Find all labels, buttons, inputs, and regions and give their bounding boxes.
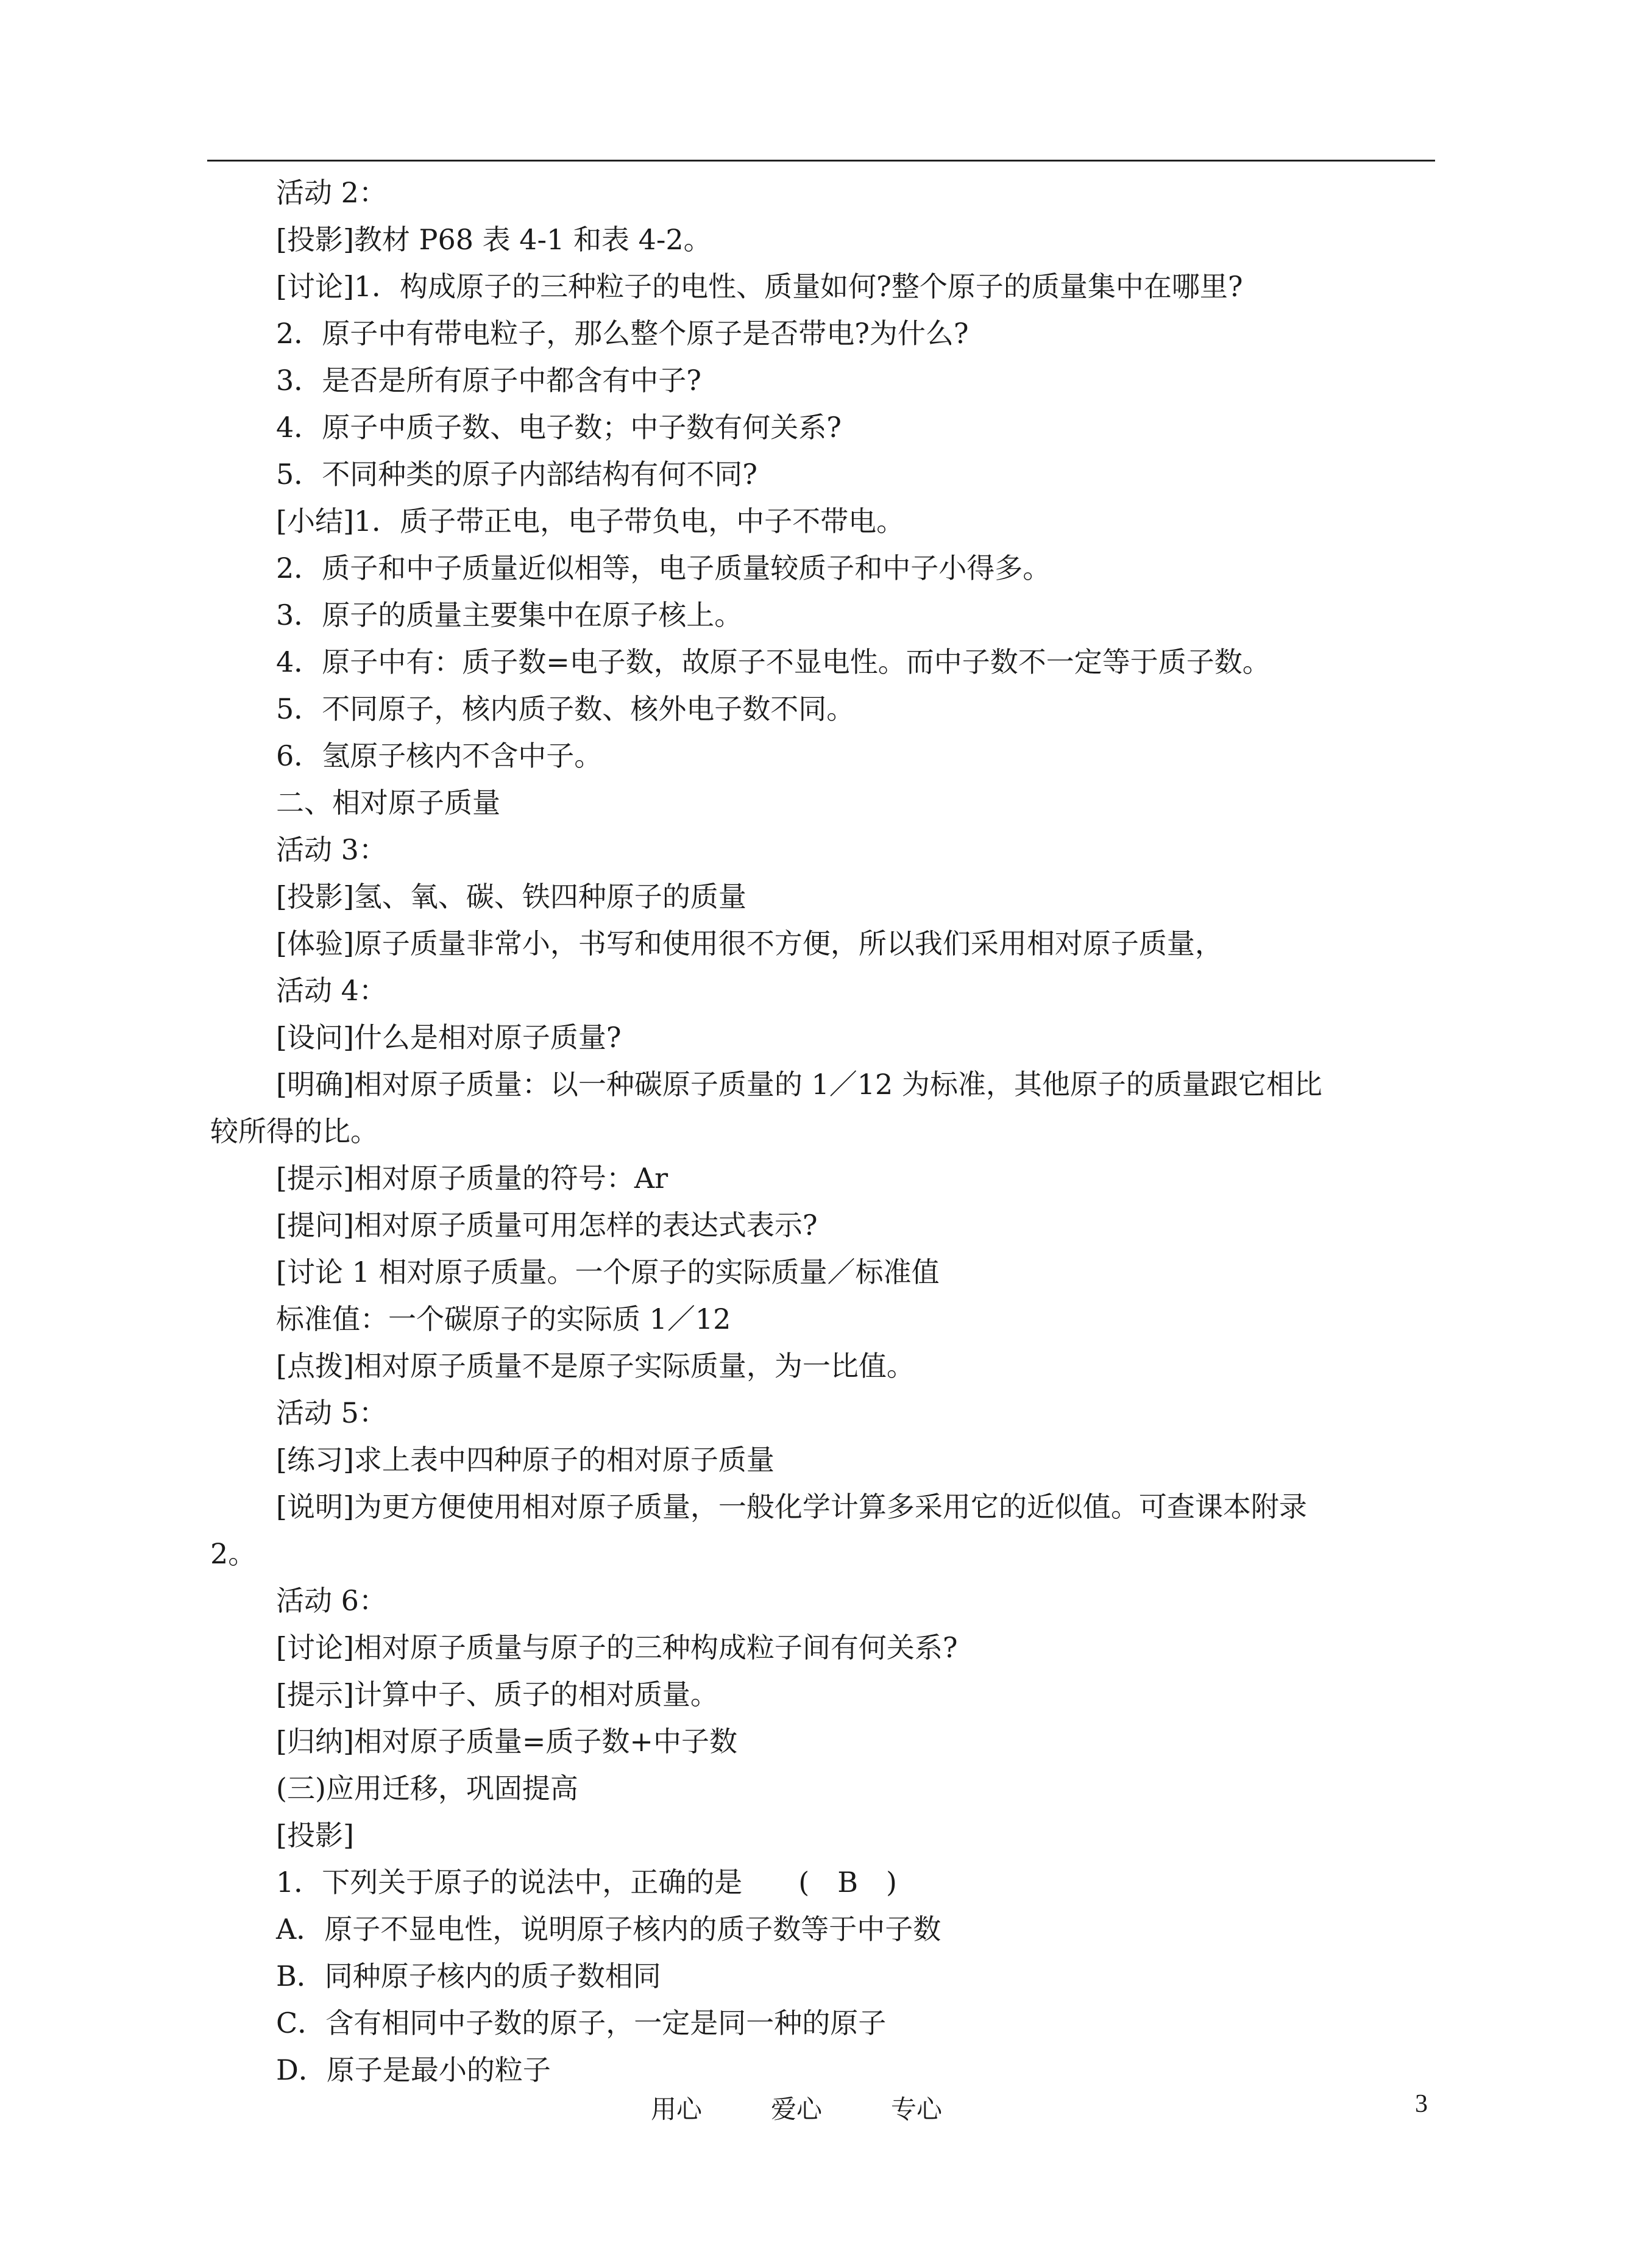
text-line: [归纳]相对原子质量=质子数+中子数 [276,1725,737,1758]
text-line: [提示]计算中子、质子的相对质量。 [276,1678,718,1711]
text-line: [小结]1．质子带正电，电子带负电，中子不带电。 [276,505,905,538]
footer-motto-3: 专心 [891,2094,943,2124]
footer-motto-1: 用心 [651,2094,703,2124]
page-number: 3 [1415,2090,1428,2118]
text-line: 二、相对原子质量 [276,786,500,819]
text-line: [提示]相对原子质量的符号：Ar [276,1162,668,1195]
text-line: [讨论]1．构成原子的三种粒子的电性、质量如何?整个原子的质量集中在哪里? [276,270,1243,303]
text-line: 活动 3： [276,833,387,866]
footer-motto-2: 爱心 [771,2094,823,2124]
text-line: 6．氢原子核内不含中子。 [276,739,603,772]
text-line: [投影]氢、氧、碳、铁四种原子的质量 [276,880,746,913]
text-line: 活动 4： [276,974,387,1007]
page-footer [0,2089,1638,2126]
text-line: 5．不同种类的原子内部结构有何不同? [276,458,757,491]
text-line: 2．原子中有带电粒子，那么整个原子是否带电?为什么? [276,317,969,350]
body-text [210,169,1435,2094]
text-line: 活动 6： [276,1584,387,1617]
text-line: 较所得的比。 [210,1115,378,1148]
text-line: D．原子是最小的粒子 [276,2053,551,2086]
text-line: 3．原子的质量主要集中在原子核上。 [276,599,743,631]
text-line: [讨论]相对原子质量与原子的三种构成粒子间有何关系? [276,1631,958,1664]
text-line: [明确]相对原子质量：以一种碳原子质量的 1／12 为标准，其他原子的质量跟它相比 [276,1068,1322,1101]
text-line: 4．原子中有：质子数=电子数，故原子不显电性。而中子数不一定等于质子数。 [276,645,1271,678]
text-line: [点拨]相对原子质量不是原子实际质量，为一比值。 [276,1349,915,1382]
text-line: [提问]相对原子质量可用怎样的表达式表示? [276,1209,818,1242]
text-line: 2．质子和中子质量近似相等，电子质量较质子和中子小得多。 [276,552,1051,585]
text-line: [投影] [276,1819,354,1852]
text-line: 1．下列关于原子的说法中，正确的是 ( B ) [276,1866,897,1899]
text-line: B．同种原子核内的质子数相同 [276,1960,661,1992]
text-line: 3．是否是所有原子中都含有中子? [276,364,701,397]
text-line: [投影]教材 P68 表 4-1 和表 4-2。 [276,223,712,256]
text-line: 标准值：一个碳原子的实际质 1／12 [276,1303,731,1335]
text-line: 4．原子中质子数、电子数；中子数有何关系? [276,411,842,444]
text-line: [讨论 1 相对原子质量。一个原子的实际质量／标准值 [276,1256,940,1289]
text-line: 5．不同原子，核内质子数、核外电子数不同。 [276,692,855,725]
text-line: [练习]求上表中四种原子的相对原子质量 [276,1443,775,1476]
text-line: [体验]原子质量非常小，书写和使用很不方便，所以我们采用相对原子质量， [276,927,1223,960]
header-rule [207,160,1435,162]
text-line: 2。 [210,1537,257,1570]
text-line: A．原子不显电性，说明原子核内的质子数等于中子数 [276,1913,941,1946]
text-line: 活动 2： [276,176,387,209]
text-line: (三)应用迁移，巩固提高 [276,1772,578,1805]
text-line: C．含有相同中子数的原子，一定是同一种的原子 [276,2007,887,2039]
text-line: [设问]什么是相对原子质量? [276,1021,622,1054]
text-line: 活动 5： [276,1396,387,1429]
text-line: [说明]为更方便使用相对原子质量，一般化学计算多采用它的近似值。可查课本附录 [276,1490,1307,1523]
